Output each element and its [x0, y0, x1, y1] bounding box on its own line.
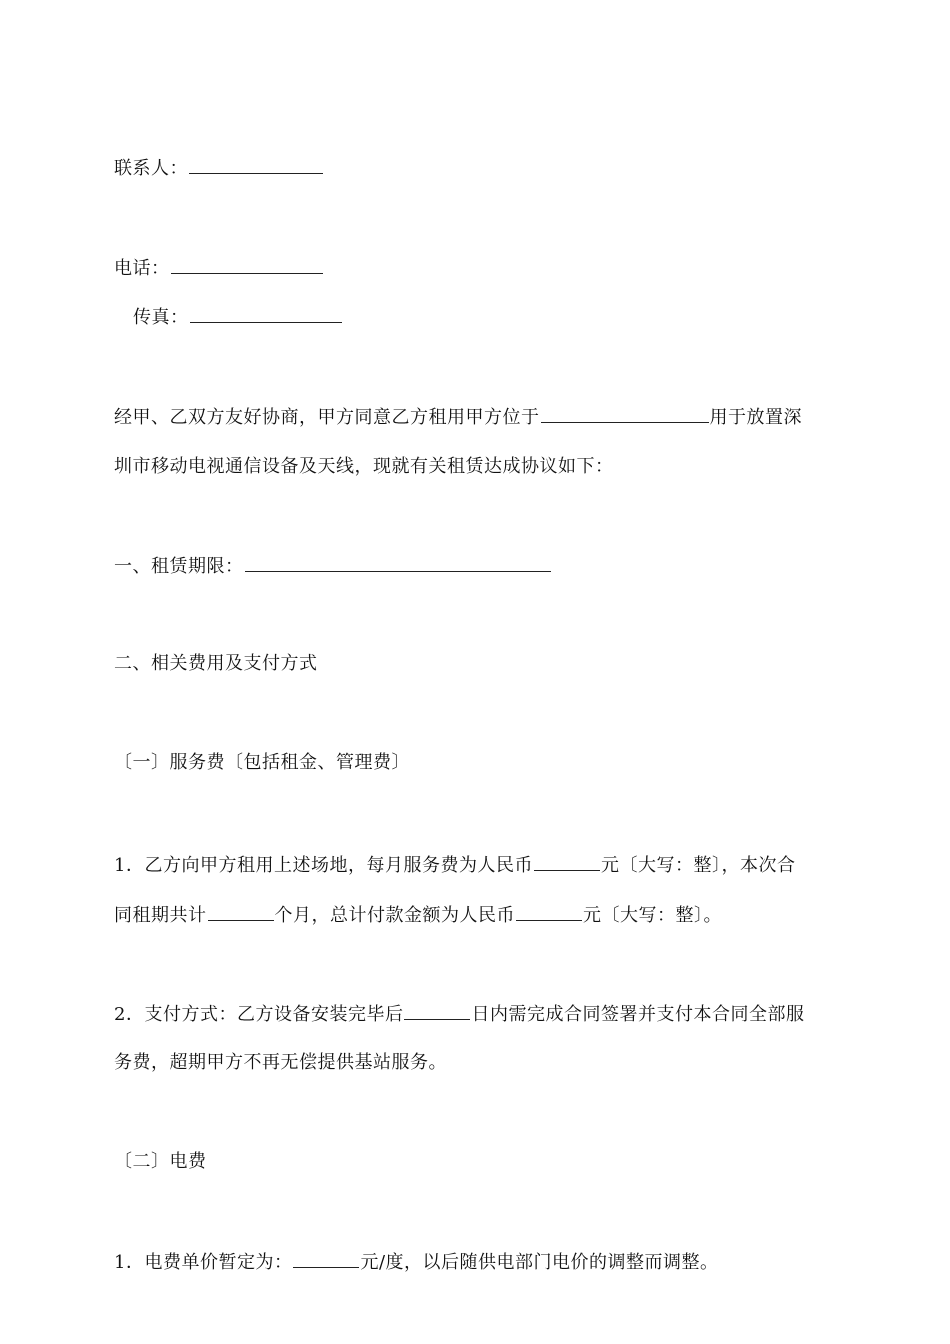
electricity-heading-text: 〔二〕电费 — [114, 1151, 207, 1172]
phone-line — [114, 255, 324, 281]
electricity-item1 — [114, 1249, 719, 1275]
intro-line-2 — [114, 455, 614, 479]
electricity-text-b: 元/度，以后随供电部门电价的调整而调整。 — [360, 1252, 719, 1273]
lease-term-label: 一、租赁期限： — [114, 556, 244, 577]
section2-heading-text: 二、相关费用及支付方式 — [114, 653, 318, 674]
service-fee-item1-line1 — [114, 852, 795, 878]
months-blank[interactable] — [208, 902, 274, 921]
section2-heading — [114, 652, 318, 676]
payment-item2-line1 — [114, 1001, 804, 1027]
service-fee-text-b: 元〔大写：整〕，本次合 — [600, 855, 796, 876]
payment-days-blank[interactable] — [404, 1001, 470, 1020]
location-blank[interactable] — [541, 404, 709, 423]
service-fee-item1-line2 — [114, 902, 722, 928]
contact-person-label: 联系人： — [114, 158, 188, 179]
electricity-heading — [114, 1150, 207, 1174]
lease-term-blank[interactable] — [245, 553, 551, 572]
service-fee-heading-text: 〔一〕服务费〔包括租金、管理费〕 — [114, 752, 410, 773]
phone-label: 电话： — [114, 258, 170, 279]
fax-blank[interactable] — [190, 304, 342, 323]
phone-blank[interactable] — [171, 255, 323, 274]
total-fee-blank[interactable] — [516, 902, 582, 921]
intro-text-2: 圳市移动电视通信设备及天线，现就有关租赁达成协议如下： — [114, 456, 614, 477]
fax-line — [133, 304, 343, 330]
service-fee-heading — [114, 751, 410, 775]
payment-text-c: 务费，超期甲方不再无偿提供基站服务。 — [114, 1052, 447, 1073]
service-fee-text-a: 1．乙方向甲方租用上述场地，每月服务费为人民币 — [114, 855, 533, 876]
service-fee-text-d: 个月，总计付款金额为人民币 — [274, 905, 515, 926]
electricity-text-a: 1．电费单价暂定为： — [114, 1252, 293, 1273]
fax-label: 传真： — [133, 307, 189, 328]
payment-item2-line2 — [114, 1051, 447, 1075]
contact-person-blank[interactable] — [189, 155, 323, 174]
intro-text-1b: 用于放置深 — [709, 407, 802, 428]
intro-text-1a: 经甲、乙双方友好协商，甲方同意乙方租用甲方位于 — [114, 407, 540, 428]
intro-line-1 — [114, 404, 802, 430]
payment-text-a: 2．支付方式：乙方设备安装完毕后 — [114, 1004, 404, 1025]
payment-text-b: 日内需完成合同签署并支付本合同全部服 — [471, 1004, 805, 1025]
service-fee-text-e: 元〔大写：整〕。 — [583, 905, 722, 926]
contact-person-line — [114, 155, 324, 181]
monthly-fee-blank[interactable] — [534, 852, 600, 871]
service-fee-text-c: 同租期共计 — [114, 905, 207, 926]
electricity-price-blank[interactable] — [293, 1249, 359, 1268]
lease-term-line — [114, 553, 552, 579]
